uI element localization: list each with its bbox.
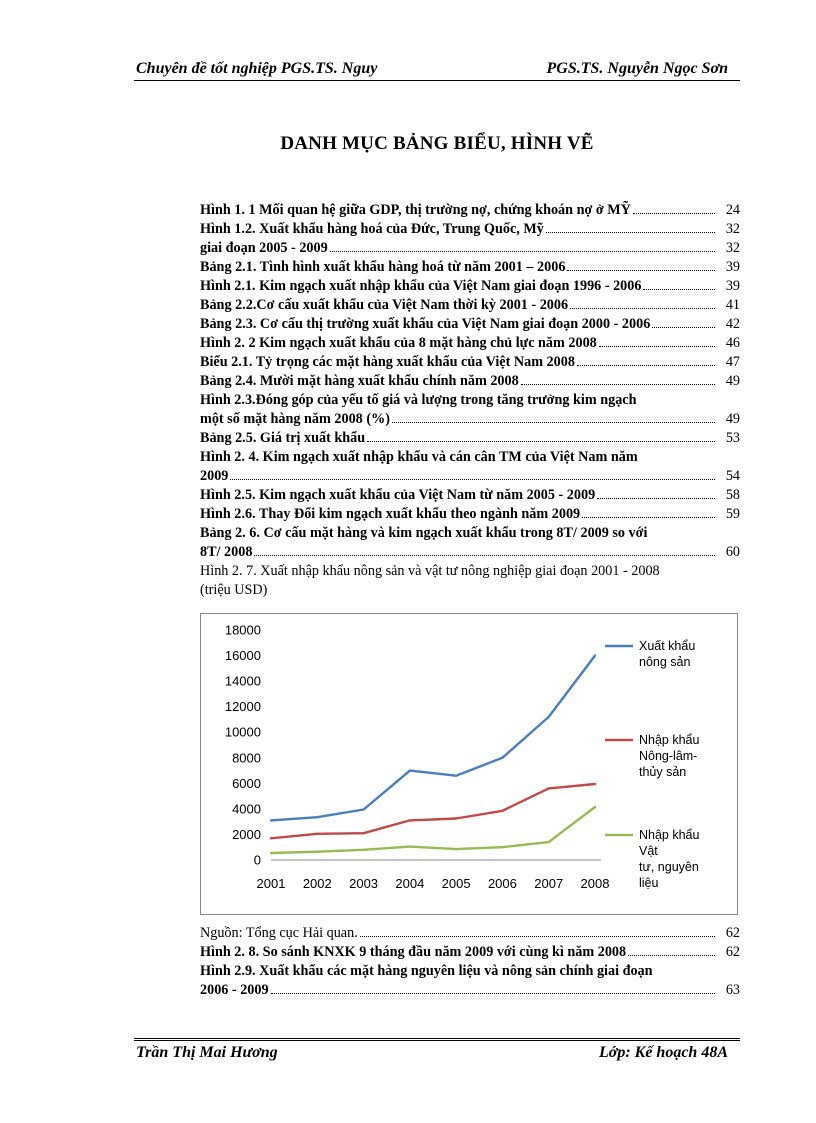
- data-point: [501, 810, 503, 812]
- page-header: [134, 60, 740, 82]
- data-point: [455, 774, 457, 776]
- toc-entry-line[interactable]: Hình 2.3.Đóng góp của yếu tố giá và lượng trong tăng trưởng kim ngạch: [200, 392, 637, 408]
- footer-class: Lớp: Kế hoạch 48A: [598, 1044, 728, 1061]
- header-right-text: PGS.TS. Nguyễn Ngọc Sơn: [546, 60, 728, 77]
- toc-entry[interactable]: Hình 1. 1 Mối quan hệ giữa GDP, thị trường nợ, chứng khoán nợ ở MỸ 24: [200, 202, 740, 218]
- toc-entry[interactable]: giai đoạn 2005 - 2009 32: [200, 240, 740, 256]
- table-of-figures-continued: [200, 924, 740, 1000]
- x-tick-label: 2003: [349, 876, 379, 891]
- x-tick-label: 2005: [441, 876, 471, 891]
- data-point: [594, 654, 596, 656]
- x-tick-label: 2008: [580, 876, 610, 891]
- header-left-text: Chuyên đề tốt nghiệp PGS.TS. Nguy: [136, 60, 378, 77]
- legend-label: Nông-lâm-: [639, 749, 698, 763]
- toc-entry[interactable]: Bảng 2.3. Cơ cấu thị trường xuất khẩu của Việt Nam giai đoạn 2000 - 2006 42: [200, 316, 740, 332]
- series-line-1: [271, 656, 595, 821]
- data-point: [270, 852, 272, 854]
- y-tick-label: 18000: [224, 622, 261, 638]
- figure-caption-unit: (triệu USD): [200, 582, 268, 598]
- page-title: DANH MỤC BẢNG BIỂU, HÌNH VẼ: [280, 133, 594, 154]
- toc-entry-line[interactable]: Hình 2.9. Xuất khẩu các mặt hàng nguyên liệu và nông sản chính giai đoạn: [200, 963, 653, 979]
- y-tick-label: 8000: [232, 750, 261, 766]
- toc-entry[interactable]: Bảng 2.4. Mười mặt hàng xuất khẩu chính năm 2008 49: [200, 373, 740, 389]
- y-tick-label: 10000: [224, 724, 261, 740]
- toc-entry[interactable]: Hình 1.2. Xuất khẩu hàng hoá của Đức, Trung Quốc, Mỹ 32: [200, 221, 740, 237]
- y-tick-label: 6000: [232, 775, 261, 791]
- x-tick-label: 2001: [256, 876, 286, 891]
- figure-caption: Hình 2. 7. Xuất nhập khẩu nông sản và vật tư nông nghiệp giai đoạn 2001 - 2008: [200, 563, 660, 579]
- data-point: [316, 833, 318, 835]
- x-tick-label: 2002: [302, 876, 332, 891]
- y-tick-label: 2000: [232, 826, 261, 842]
- legend-label: Nhập khẩu: [639, 828, 700, 842]
- legend-label: nông sản: [639, 655, 691, 669]
- data-point: [455, 848, 457, 850]
- toc-entry[interactable]: Hình 2.1. Kim ngạch xuất nhập khẩu của Việt Nam giai đoạn 1996 - 2006 39: [200, 278, 740, 294]
- y-tick-label: 0: [253, 852, 261, 868]
- legend-label: liệu: [639, 876, 659, 890]
- data-point: [362, 808, 364, 810]
- y-tick-label: 4000: [232, 801, 261, 817]
- toc-entry-line[interactable]: Bảng 2. 6. Cơ cấu mặt hàng và kim ngạch xuất khẩu trong 8T/ 2009 so với: [200, 525, 648, 541]
- line-chart: [200, 613, 738, 915]
- data-point: [362, 849, 364, 851]
- toc-entry[interactable]: Bảng 2.2.Cơ cấu xuất khẩu của Việt Nam thời kỳ 2001 - 2006 41: [200, 297, 740, 313]
- data-point: [270, 819, 272, 821]
- toc-entry[interactable]: Bảng 2.1. Tình hình xuất khẩu hàng hoá từ năm 2001 – 2006 39: [200, 259, 740, 275]
- toc-entry[interactable]: Bảng 2.5. Giá trị xuất khẩu 53: [200, 430, 740, 446]
- legend-label: Xuất khẩu: [639, 639, 696, 653]
- y-tick-label: 14000: [224, 673, 261, 689]
- source-note[interactable]: Nguồn: Tổng cục Hải quan. 62: [200, 925, 740, 941]
- data-point: [316, 816, 318, 818]
- data-point: [409, 845, 411, 847]
- x-tick-label: 2007: [534, 876, 564, 891]
- data-point: [409, 819, 411, 821]
- toc-entry[interactable]: Hình 2.6. Thay Đổi kim ngạch xuất khẩu theo ngành năm 2009 59: [200, 506, 740, 522]
- toc-entry[interactable]: 8T/ 2008 60: [200, 544, 740, 560]
- x-tick-label: 2006: [487, 876, 517, 891]
- toc-entry[interactable]: một số mặt hàng năm 2008 (%) 49: [200, 411, 740, 427]
- data-point: [316, 850, 318, 852]
- footer-rule: [134, 1038, 740, 1041]
- data-point: [548, 787, 550, 789]
- data-point: [362, 832, 364, 834]
- toc-entry[interactable]: Biểu 2.1. Tỷ trọng các mặt hàng xuất khẩu của Việt Nam 2008 47: [200, 354, 740, 370]
- toc-entry[interactable]: Hình 2. 8. So sánh KNXK 9 tháng đầu năm 2009 với cùng kì năm 2008 62: [200, 944, 740, 960]
- y-tick-label: 12000: [224, 699, 261, 715]
- toc-entry[interactable]: Hình 2. 2 Kim ngạch xuất khẩu của 8 mặt hàng chủ lực năm 2008 46: [200, 335, 740, 351]
- data-point: [501, 846, 503, 848]
- chart-svg: [201, 614, 737, 914]
- legend-label: Nhập khẩu: [639, 733, 700, 747]
- data-point: [594, 783, 596, 785]
- toc-entry-line[interactable]: Hình 2. 4. Kim ngạch xuất nhập khẩu và cán cân TM của Việt Nam năm: [200, 449, 638, 465]
- legend-label: thủy sản: [639, 765, 687, 779]
- toc-entry[interactable]: Hình 2.5. Kim ngạch xuất khẩu của Việt Nam từ năm 2005 - 2009 58: [200, 487, 740, 503]
- legend-label: tư, nguyên: [639, 860, 699, 874]
- data-point: [501, 757, 503, 759]
- series-line-3: [271, 807, 595, 853]
- legend-label: Vật: [639, 844, 658, 858]
- data-point: [409, 769, 411, 771]
- y-tick-label: 16000: [224, 648, 261, 664]
- header-rule: [134, 80, 740, 81]
- data-point: [455, 817, 457, 819]
- footer-author: Trần Thị Mai Hương: [136, 1044, 278, 1061]
- series-line-2: [271, 784, 595, 838]
- x-tick-label: 2004: [395, 876, 425, 891]
- table-of-figures: [200, 201, 740, 600]
- data-point: [548, 716, 550, 718]
- data-point: [270, 837, 272, 839]
- data-point: [594, 806, 596, 808]
- toc-entry[interactable]: 2009 54: [200, 468, 740, 484]
- data-point: [548, 841, 550, 843]
- toc-entry[interactable]: 2006 - 2009 63: [200, 982, 740, 998]
